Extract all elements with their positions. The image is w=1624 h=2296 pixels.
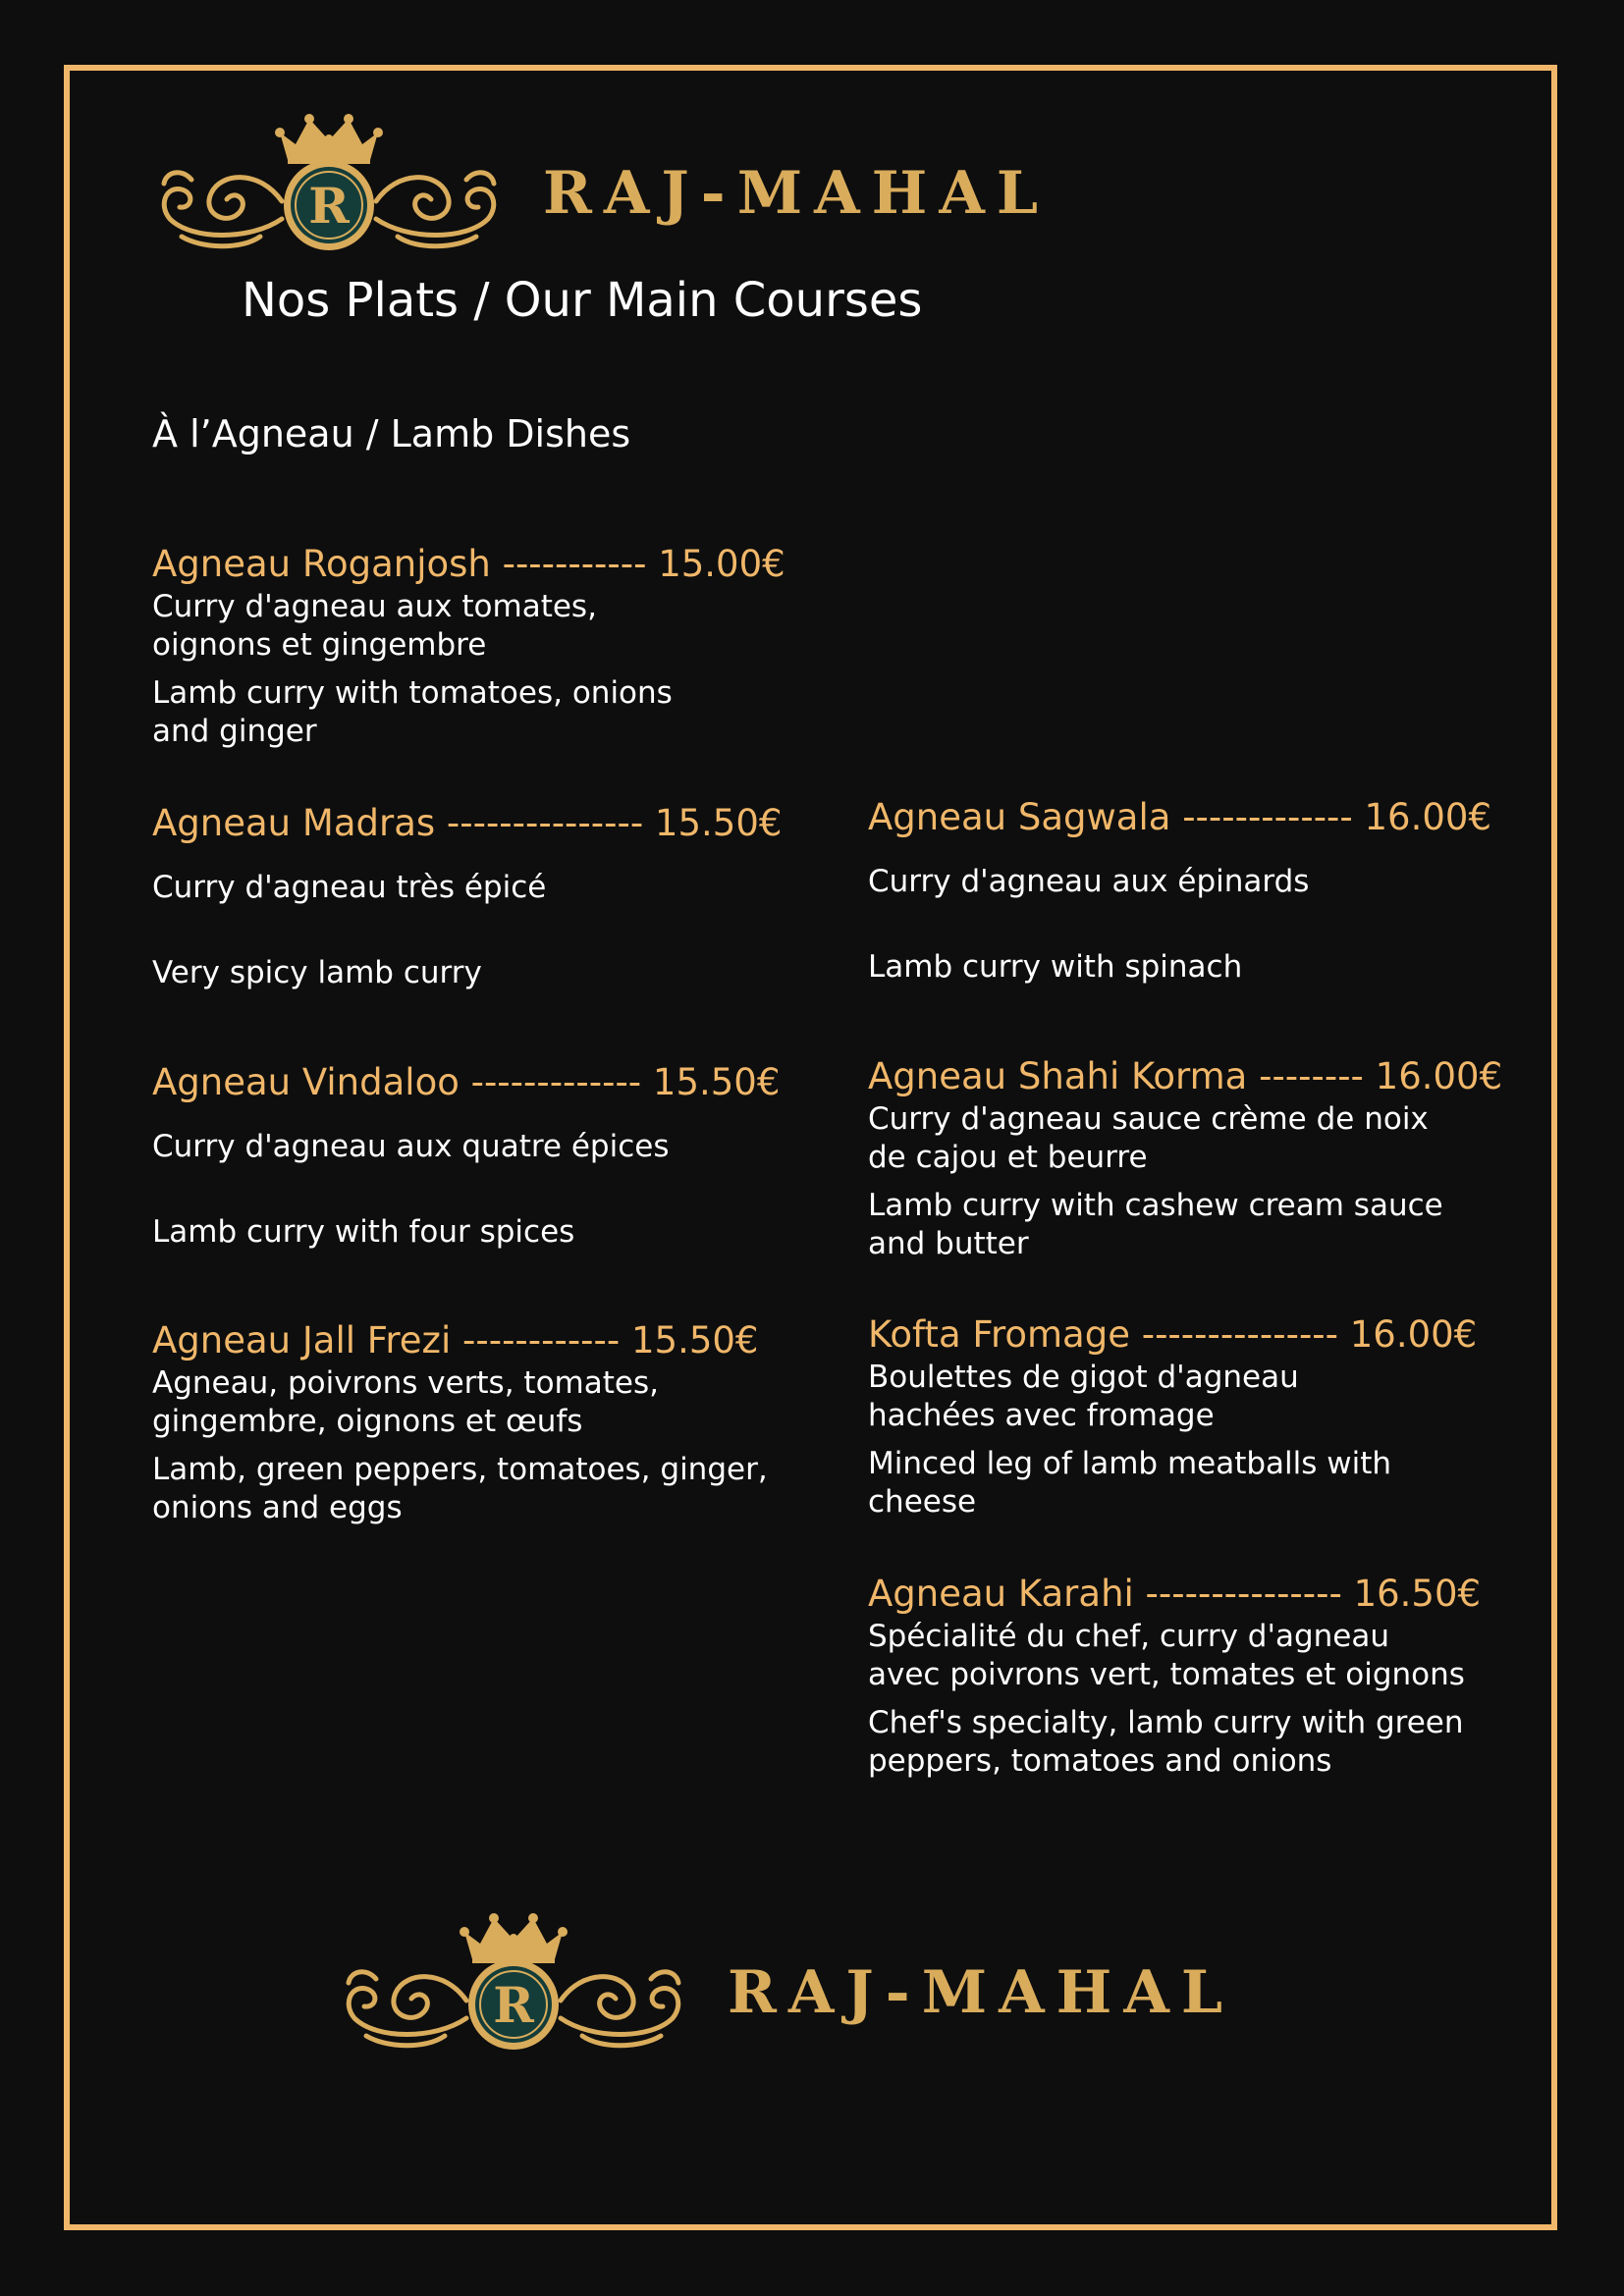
dish-description-fr: Curry d'agneau très épicé — [152, 870, 547, 905]
dish-description-en: Minced leg of lamb meatballs with cheese — [868, 1446, 1392, 1520]
dish-item — [868, 1571, 1496, 1781]
section-title: À l’Agneau / Lamb Dishes — [152, 412, 631, 455]
dish-description-fr: Curry d'agneau aux épinards — [868, 864, 1310, 899]
dish-title: Agneau Vindaloo ------------- 15.50€ — [152, 1061, 781, 1103]
dish-description-en: Chef's specialty, lamb curry with green peppers, tomatoes and onions — [868, 1705, 1464, 1779]
dish-description-en: Very spicy lamb curry — [152, 955, 482, 990]
dish-title: Kofta Fromage --------------- 16.00€ — [868, 1313, 1478, 1356]
dish-description-fr: Boulettes de gigot d'agneau hachées avec fromage — [868, 1360, 1299, 1433]
dish-item — [152, 1059, 781, 1252]
dish-description-fr: Curry d'agneau aux quatre épices — [152, 1129, 670, 1164]
monogram-letter: R — [308, 177, 350, 235]
dish-title: Agneau Karahi --------------- 16.50€ — [868, 1573, 1482, 1615]
dish-item — [152, 800, 781, 992]
brand-name: RAJ-MAHAL — [728, 1958, 1235, 2027]
brand-name: RAJ-MAHAL — [543, 159, 1051, 228]
dish-title: Agneau Shahi Korma -------- 16.00€ — [868, 1055, 1503, 1097]
dish-description-fr: Curry d'agneau aux tomates, oignons et gingembre — [152, 589, 597, 663]
dish-description-fr: Agneau, poivrons verts, tomates, gingembre, oignons et œufs — [152, 1365, 659, 1439]
dish-title: Agneau Sagwala ------------- 16.00€ — [868, 796, 1491, 838]
monogram-letter: R — [493, 1976, 534, 2034]
dish-title: Agneau Jall Frezi ------------ 15.50€ — [152, 1319, 759, 1362]
dish-description-fr: Spécialité du chef, curry d'agneau avec poivrons vert, tomates et oignons — [868, 1619, 1465, 1692]
crown-emblem-icon — [152, 111, 506, 254]
crown-emblem-icon — [337, 1910, 690, 2054]
page-title: Nos Plats / Our Main Courses — [242, 273, 923, 328]
dish-title: Agneau Madras --------------- 15.50€ — [152, 802, 783, 844]
dish-item — [868, 794, 1496, 987]
dish-description-en: Lamb curry with four spices — [152, 1214, 575, 1250]
dish-item — [152, 1317, 781, 1527]
dish-item — [868, 1311, 1496, 1522]
dish-description-en: Lamb, green peppers, tomatoes, ginger, onions and eggs — [152, 1452, 768, 1525]
dish-item — [152, 541, 785, 751]
logo-bottom — [337, 1910, 1234, 2054]
logo-top — [152, 111, 1050, 254]
dish-description-fr: Curry d'agneau sauce crème de noix de cajou et beurre — [868, 1101, 1429, 1175]
dish-title: Agneau Roganjosh ----------- 15.00€ — [152, 543, 785, 585]
dish-item — [868, 1053, 1503, 1263]
dish-description-en: Lamb curry with tomatoes, onions and ginger — [152, 675, 673, 749]
dish-description-en: Lamb curry with spinach — [868, 949, 1243, 985]
dish-description-en: Lamb curry with cashew cream sauce and butter — [868, 1188, 1443, 1261]
